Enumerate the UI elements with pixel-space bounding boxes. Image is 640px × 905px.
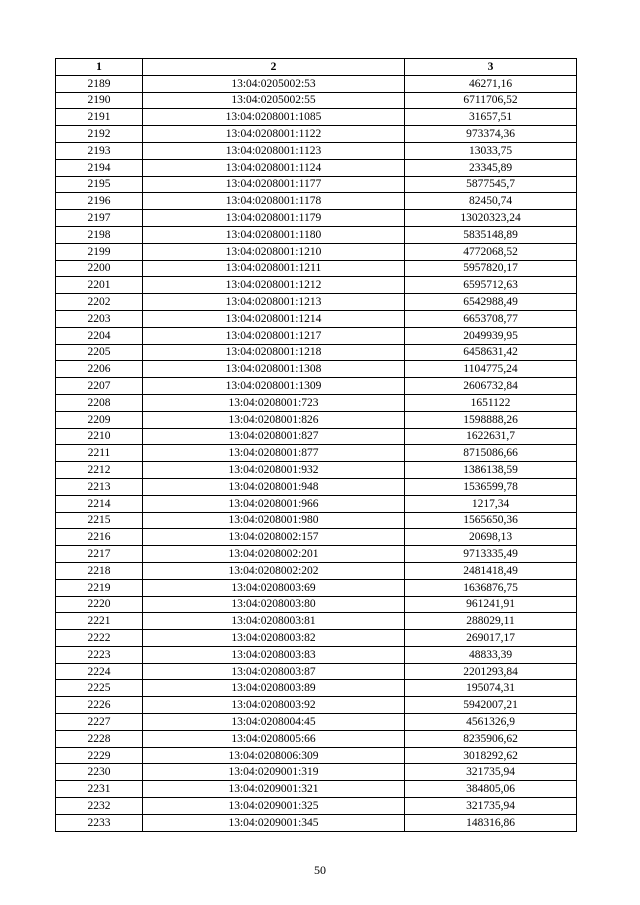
row-number-cell: 2221	[56, 613, 143, 630]
value-cell: 5877545,7	[405, 176, 577, 193]
value-cell: 1651122	[405, 394, 577, 411]
value-cell: 13033,75	[405, 142, 577, 159]
value-cell: 321735,94	[405, 798, 577, 815]
value-cell: 46271,16	[405, 75, 577, 92]
table-row	[56, 159, 577, 176]
cadastral-number-cell: 13:04:0208001:1085	[143, 109, 405, 126]
table-row	[56, 579, 577, 596]
cadastral-number-cell: 13:04:0208001:1218	[143, 344, 405, 361]
row-number-cell: 2215	[56, 512, 143, 529]
row-number-cell: 2189	[56, 75, 143, 92]
value-cell: 2481418,49	[405, 562, 577, 579]
cadastral-number-cell: 13:04:0209001:345	[143, 814, 405, 831]
value-cell: 195074,31	[405, 680, 577, 697]
cadastral-number-cell: 13:04:0208001:1179	[143, 210, 405, 227]
row-number-cell: 2197	[56, 210, 143, 227]
value-cell: 1565650,36	[405, 512, 577, 529]
row-number-cell: 2194	[56, 159, 143, 176]
table-row	[56, 142, 577, 159]
value-cell: 1622631,7	[405, 428, 577, 445]
value-cell: 8235906,62	[405, 730, 577, 747]
table-row	[56, 613, 577, 630]
row-number-cell: 2204	[56, 327, 143, 344]
cadastral-number-cell: 13:04:0208001:1309	[143, 378, 405, 395]
cadastral-number-cell: 13:04:0208004:45	[143, 714, 405, 731]
cadastral-number-cell: 13:04:0208001:980	[143, 512, 405, 529]
cadastral-number-cell: 13:04:0208002:201	[143, 546, 405, 563]
row-number-cell: 2224	[56, 663, 143, 680]
value-cell: 23345,89	[405, 159, 577, 176]
row-number-cell: 2233	[56, 814, 143, 831]
cadastral-number-cell: 13:04:0208005:66	[143, 730, 405, 747]
row-number-cell: 2222	[56, 630, 143, 647]
value-cell: 1104775,24	[405, 361, 577, 378]
row-number-cell: 2207	[56, 378, 143, 395]
cadastral-number-cell: 13:04:0208001:827	[143, 428, 405, 445]
value-cell: 973374,36	[405, 126, 577, 143]
table-row	[56, 378, 577, 395]
table-row	[56, 411, 577, 428]
value-cell: 6458631,42	[405, 344, 577, 361]
cadastral-number-cell: 13:04:0208001:1180	[143, 226, 405, 243]
table-row	[56, 798, 577, 815]
row-number-cell: 2219	[56, 579, 143, 596]
cadastral-number-cell: 13:04:0209001:325	[143, 798, 405, 815]
cadastral-number-cell: 13:04:0208001:826	[143, 411, 405, 428]
table-body	[56, 75, 577, 831]
row-number-cell: 2211	[56, 445, 143, 462]
cadastral-number-cell: 13:04:0208003:69	[143, 579, 405, 596]
value-cell: 8715086,66	[405, 445, 577, 462]
row-number-cell: 2210	[56, 428, 143, 445]
row-number-cell: 2212	[56, 462, 143, 479]
table-row	[56, 663, 577, 680]
table-row	[56, 344, 577, 361]
table-row	[56, 75, 577, 92]
cadastral-number-cell: 13:04:0209001:321	[143, 781, 405, 798]
row-number-cell: 2198	[56, 226, 143, 243]
table-row	[56, 361, 577, 378]
value-cell: 6595712,63	[405, 277, 577, 294]
cadastral-number-cell: 13:04:0208001:948	[143, 478, 405, 495]
value-cell: 2049939,95	[405, 327, 577, 344]
table-row	[56, 747, 577, 764]
cadastral-number-cell: 13:04:0208001:1308	[143, 361, 405, 378]
cadastral-number-cell: 13:04:0208001:1217	[143, 327, 405, 344]
value-cell: 3018292,62	[405, 747, 577, 764]
table-row	[56, 764, 577, 781]
column-header: 2	[143, 59, 405, 76]
value-cell: 1217,34	[405, 495, 577, 512]
table-row	[56, 260, 577, 277]
value-cell: 321735,94	[405, 764, 577, 781]
row-number-cell: 2223	[56, 646, 143, 663]
table-row	[56, 428, 577, 445]
cadastral-number-cell: 13:04:0208002:157	[143, 529, 405, 546]
cadastral-number-cell: 13:04:0208001:877	[143, 445, 405, 462]
cadastral-number-cell: 13:04:0208001:723	[143, 394, 405, 411]
value-cell: 384805,06	[405, 781, 577, 798]
row-number-cell: 2216	[56, 529, 143, 546]
row-number-cell: 2232	[56, 798, 143, 815]
value-cell: 82450,74	[405, 193, 577, 210]
cadastral-number-cell: 13:04:0208003:83	[143, 646, 405, 663]
value-cell: 13020323,24	[405, 210, 577, 227]
row-number-cell: 2206	[56, 361, 143, 378]
cadastral-number-cell: 13:04:0208001:1213	[143, 294, 405, 311]
table-row	[56, 445, 577, 462]
row-number-cell: 2213	[56, 478, 143, 495]
row-number-cell: 2217	[56, 546, 143, 563]
value-cell: 961241,91	[405, 596, 577, 613]
row-number-cell: 2230	[56, 764, 143, 781]
value-cell: 6711706,52	[405, 92, 577, 109]
row-number-cell: 2229	[56, 747, 143, 764]
table-row	[56, 680, 577, 697]
row-number-cell: 2218	[56, 562, 143, 579]
cadastral-number-cell: 13:04:0208002:202	[143, 562, 405, 579]
row-number-cell: 2209	[56, 411, 143, 428]
value-cell: 4772068,52	[405, 243, 577, 260]
table-header-row	[56, 59, 577, 76]
data-table	[55, 58, 577, 832]
cadastral-number-cell: 13:04:0208001:1177	[143, 176, 405, 193]
table-row	[56, 646, 577, 663]
cadastral-number-cell: 13:04:0208003:81	[143, 613, 405, 630]
table-row	[56, 814, 577, 831]
table-row	[56, 512, 577, 529]
cadastral-number-cell: 13:04:0208001:1210	[143, 243, 405, 260]
row-number-cell: 2203	[56, 310, 143, 327]
table-row	[56, 92, 577, 109]
row-number-cell: 2202	[56, 294, 143, 311]
column-header: 3	[405, 59, 577, 76]
value-cell: 269017,17	[405, 630, 577, 647]
table-row	[56, 277, 577, 294]
value-cell: 5957820,17	[405, 260, 577, 277]
cadastral-number-cell: 13:04:0208003:87	[143, 663, 405, 680]
table-row	[56, 109, 577, 126]
table-row	[56, 176, 577, 193]
value-cell: 4561326,9	[405, 714, 577, 731]
value-cell: 6653708,77	[405, 310, 577, 327]
value-cell: 5942007,21	[405, 697, 577, 714]
row-number-cell: 2191	[56, 109, 143, 126]
row-number-cell: 2196	[56, 193, 143, 210]
table-row	[56, 697, 577, 714]
cadastral-number-cell: 13:04:0208001:1124	[143, 159, 405, 176]
cadastral-number-cell: 13:04:0205002:55	[143, 92, 405, 109]
cadastral-number-cell: 13:04:0205002:53	[143, 75, 405, 92]
value-cell: 48833,39	[405, 646, 577, 663]
cadastral-number-cell: 13:04:0208001:932	[143, 462, 405, 479]
table-row	[56, 394, 577, 411]
row-number-cell: 2192	[56, 126, 143, 143]
table-row	[56, 495, 577, 512]
cadastral-number-cell: 13:04:0208003:92	[143, 697, 405, 714]
table-row	[56, 126, 577, 143]
value-cell: 288029,11	[405, 613, 577, 630]
page-number: 50	[314, 863, 326, 877]
table-row	[56, 630, 577, 647]
table-row	[56, 596, 577, 613]
value-cell: 2606732,84	[405, 378, 577, 395]
value-cell: 9713335,49	[405, 546, 577, 563]
table-row	[56, 478, 577, 495]
row-number-cell: 2227	[56, 714, 143, 731]
row-number-cell: 2214	[56, 495, 143, 512]
value-cell: 20698,13	[405, 529, 577, 546]
cadastral-number-cell: 13:04:0208001:1123	[143, 142, 405, 159]
cadastral-number-cell: 13:04:0208003:89	[143, 680, 405, 697]
table-row	[56, 714, 577, 731]
table-row	[56, 730, 577, 747]
row-number-cell: 2205	[56, 344, 143, 361]
column-header: 1	[56, 59, 143, 76]
value-cell: 148316,86	[405, 814, 577, 831]
table-row	[56, 546, 577, 563]
row-number-cell: 2231	[56, 781, 143, 798]
row-number-cell: 2228	[56, 730, 143, 747]
row-number-cell: 2195	[56, 176, 143, 193]
row-number-cell: 2226	[56, 697, 143, 714]
cadastral-number-cell: 13:04:0208003:80	[143, 596, 405, 613]
cadastral-number-cell: 13:04:0208001:1212	[143, 277, 405, 294]
table-row	[56, 529, 577, 546]
cadastral-number-cell: 13:04:0209001:319	[143, 764, 405, 781]
cadastral-number-cell: 13:04:0208001:1211	[143, 260, 405, 277]
table-row	[56, 462, 577, 479]
value-cell: 1636876,75	[405, 579, 577, 596]
table-row	[56, 210, 577, 227]
table-row	[56, 781, 577, 798]
row-number-cell: 2201	[56, 277, 143, 294]
value-cell: 2201293,84	[405, 663, 577, 680]
row-number-cell: 2220	[56, 596, 143, 613]
cadastral-number-cell: 13:04:0208001:1214	[143, 310, 405, 327]
cadastral-number-cell: 13:04:0208006:309	[143, 747, 405, 764]
value-cell: 1598888,26	[405, 411, 577, 428]
cadastral-number-cell: 13:04:0208001:1122	[143, 126, 405, 143]
value-cell: 1386138,59	[405, 462, 577, 479]
cadastral-number-cell: 13:04:0208001:1178	[143, 193, 405, 210]
value-cell: 1536599,78	[405, 478, 577, 495]
value-cell: 5835148,89	[405, 226, 577, 243]
cadastral-number-cell: 13:04:0208003:82	[143, 630, 405, 647]
table-row	[56, 193, 577, 210]
row-number-cell: 2199	[56, 243, 143, 260]
cadastral-number-cell: 13:04:0208001:966	[143, 495, 405, 512]
row-number-cell: 2193	[56, 142, 143, 159]
table-row	[56, 243, 577, 260]
row-number-cell: 2200	[56, 260, 143, 277]
table-row	[56, 226, 577, 243]
row-number-cell: 2225	[56, 680, 143, 697]
value-cell: 31657,51	[405, 109, 577, 126]
table-row	[56, 327, 577, 344]
row-number-cell: 2208	[56, 394, 143, 411]
table-row	[56, 310, 577, 327]
value-cell: 6542988,49	[405, 294, 577, 311]
table-row	[56, 562, 577, 579]
row-number-cell: 2190	[56, 92, 143, 109]
table-row	[56, 294, 577, 311]
